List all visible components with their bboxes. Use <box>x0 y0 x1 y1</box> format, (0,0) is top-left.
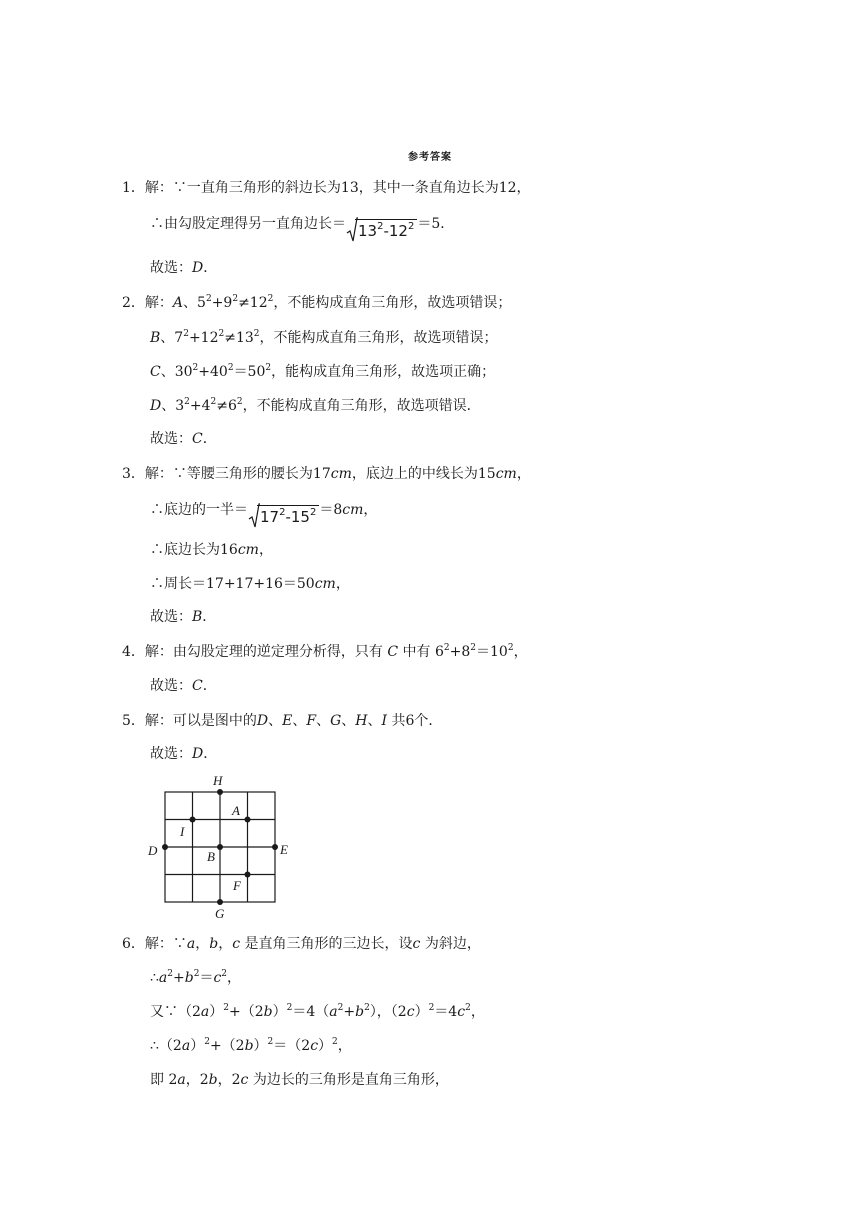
q2-text-c: 能构成直角三角形，故选项正确； <box>285 364 496 380</box>
sqrt-sign-icon: $17^2-15^2$ <box>248 503 319 529</box>
q1-answer-letter: D <box>192 260 204 276</box>
point-e <box>272 844 278 850</box>
label-e: E <box>280 842 288 857</box>
q1-radicand-a: 13 <box>358 222 378 240</box>
q4-line1: 4．解：由勾股定理的逆定理分析得，只有 C 中有 $6^2+8^2=10^2$， <box>122 643 528 660</box>
q5-line1-b: 共6个． <box>391 713 443 729</box>
q2-text-d: 不能构成直角三角形，故选项错误． <box>256 398 481 414</box>
q5-answer-letter: D <box>192 746 204 762</box>
grid-figure <box>140 770 300 920</box>
unit-cm: cm <box>342 502 364 518</box>
q2-line2: B、$7^2+12^2\ne 13^2$，不能构成直角三角形，故选项错误； <box>150 329 498 346</box>
point-a <box>245 817 251 823</box>
answer-prefix: 故选： <box>150 260 192 276</box>
label-i: I <box>180 824 185 839</box>
label-b: B <box>207 849 215 864</box>
label-g: G <box>215 906 225 920</box>
point-b <box>217 844 223 850</box>
label-a: A <box>232 803 240 818</box>
q3-line4: ∴周长＝17+17+16＝50cm， <box>150 576 350 592</box>
label-h: H <box>213 773 223 788</box>
q3-line4-text: ∴周长＝17+17+16＝50 <box>150 576 315 592</box>
q3-line3-text: ∴底边长为16 <box>150 542 238 558</box>
q2-answer: 故选：C． <box>150 431 217 447</box>
point-label: I <box>381 713 388 729</box>
sqrt-sign-icon: $13^2-12^2$ <box>346 217 417 243</box>
point-i <box>190 817 196 823</box>
q1-line2 <box>150 214 454 243</box>
q4-answer-letter: C <box>192 678 203 694</box>
unit-cm: cm <box>330 466 352 482</box>
q6-line1-b: 是直角三角形的三边长，设 <box>244 936 413 952</box>
q3-line1-b: ，底边上的中线长为15 <box>351 466 496 482</box>
q2-label-b: B <box>150 330 161 346</box>
unit-cm: cm <box>237 542 259 558</box>
q2-label-a: A <box>172 295 184 311</box>
q3-answer-letter: B <box>192 609 203 625</box>
q3-line2-prefix: ∴底边的一半＝ <box>150 502 248 518</box>
q6-line1-a: 6．解：∵ <box>122 936 187 952</box>
q6-line5-prefix: 即 <box>150 1072 164 1088</box>
point-label: D <box>256 713 269 729</box>
q5-answer: 故选：D． <box>150 746 218 762</box>
unit-cm: cm <box>314 576 336 592</box>
page-title: 参考答案 <box>408 152 452 163</box>
q1-answer <box>150 258 217 278</box>
answer-prefix: 故选： <box>150 609 192 625</box>
q2-label-c: C <box>150 364 161 380</box>
q4-line1-b: 中有 <box>402 644 431 660</box>
q4-line1-a: 4．解：由勾股定理的逆定理分析得，只有 <box>122 644 383 660</box>
q4-c-label: C <box>387 644 399 660</box>
q3-line2-suffix: ＝8 <box>319 502 343 518</box>
q1-line1: 1．解：∵一直角三角形的斜边长为13，其中一条直角边长为12， <box>122 180 531 196</box>
q3-radicand-a: 17 <box>260 508 280 526</box>
point-d <box>162 844 168 850</box>
point-f <box>245 872 251 878</box>
q6-line1-c: 为斜边， <box>424 936 481 952</box>
q6-line1: 6．解：∵a，b，c 是直角三角形的三边长，设c 为斜边， <box>122 936 481 952</box>
point-h <box>217 789 223 795</box>
q2-line3: C、$30^2+40^2=50^2$，能构成直角三角形，故选项正确； <box>150 363 496 380</box>
q2-text-a: 不能构成直角三角形，故选项错误； <box>287 295 512 311</box>
label-f: F <box>233 878 241 893</box>
answer-prefix: 故选： <box>150 678 192 694</box>
q6-line5: 即 2a，2b，2c 为边长的三角形是直角三角形， <box>150 1072 449 1088</box>
q3-line2: ∴底边的一半＝ $17^2-15^2 =8cm$， <box>150 500 377 529</box>
unit-cm: cm <box>495 466 517 482</box>
q6-line2: $\therefore a^2+b^2=c^2$， <box>150 969 242 986</box>
q3-line3: ∴底边长为16cm， <box>150 542 273 558</box>
answer-prefix: 故选： <box>150 431 192 447</box>
q6-line4: $\therefore(2a)^2+(2b)^2=(2c)^2$， <box>150 1037 352 1054</box>
q3-radicand-b: 15 <box>290 508 310 526</box>
q3-line1-a: 3．解：∵等腰三角形的腰长为17 <box>122 466 331 482</box>
q1-line2-prefix: ∴由勾股定理得另一直角边长＝ <box>150 216 346 232</box>
q5-line1-a: 5．解：可以是图中的 <box>122 713 257 729</box>
q6-line2-prefix: ∴ <box>150 970 159 986</box>
q2-line4: D、$3^2+4^2\ne 6^2$，不能构成直角三角形，故选项错误． <box>150 397 481 414</box>
q5-line1: 5．解：可以是图中的D、E、F、G、H、I 共6个． <box>122 713 443 729</box>
q2-label-d: D <box>150 398 162 414</box>
q3-line1: 3．解：∵等腰三角形的腰长为17cm，底边上的中线长为15cm， <box>122 466 531 482</box>
answer-suffix: ． <box>203 260 218 276</box>
point-label: F <box>306 713 317 729</box>
point-label: G <box>330 713 342 729</box>
label-d: D <box>148 843 158 858</box>
q6-line3-prefix: 又∵ <box>150 1004 178 1020</box>
answer-prefix: 故选： <box>150 746 192 762</box>
q3-answer: 故选：B． <box>150 609 217 625</box>
point-label: H <box>355 713 368 729</box>
q2-answer-letter: C <box>192 431 203 447</box>
q2-line1: 2．解：A、$5^2+9^2\ne 12^2$，不能构成直角三角形，故选项错误； <box>122 294 512 311</box>
q4-answer: 故选：C． <box>150 678 217 694</box>
q6-line4-prefix: ∴ <box>150 1038 159 1054</box>
point-label: E <box>282 713 293 729</box>
q6-line5-text: 为边长的三角形是直角三角形， <box>252 1072 449 1088</box>
q1-radicand-b: 12 <box>388 222 408 240</box>
q6-line3: 又$\because(2a)^2+(2b)^2=4(a^2+b^2)$，$(2c)^2=4c^2$， <box>150 1003 485 1020</box>
point-g <box>217 899 223 905</box>
q2-text-b: 不能构成直角三角形，故选项错误； <box>273 330 498 346</box>
q1-line2-suffix: ＝5． <box>417 216 455 232</box>
